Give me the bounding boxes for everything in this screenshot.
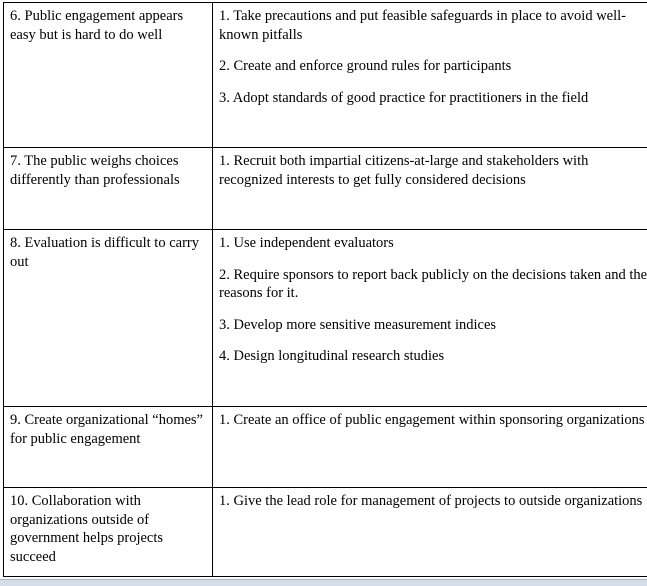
actions-cell: [213, 148, 647, 230]
problem-cell: [4, 3, 213, 148]
action-text: 1. Recruit both impartial citizens-at-large and stakeholders with recognized interests to get fully considered decisions: [219, 152, 647, 189]
table-row: [4, 3, 647, 148]
recommendations-table: [3, 2, 647, 577]
actions-cell: [213, 230, 647, 407]
problem-text: 10. Collaboration with organizations outside of government helps projects succeed: [10, 492, 206, 566]
actions-cell: [213, 3, 647, 148]
action-text: 4. Design longitudinal research studies: [219, 347, 647, 366]
action-text: 1. Use independent evaluators: [219, 234, 647, 253]
action-text: 3. Adopt standards of good practice for practitioners in the field: [219, 89, 647, 108]
actions-cell: [213, 488, 647, 577]
table-row: [4, 148, 647, 230]
action-text: 2. Require sponsors to report back publicly on the decisions taken and the reasons for it.: [219, 266, 647, 303]
problem-cell: [4, 230, 213, 407]
action-text: 1. Give the lead role for management of projects to outside organizations: [219, 492, 647, 511]
problem-text: 9. Create organizational “homes” for public engagement: [10, 411, 206, 448]
problem-cell: [4, 488, 213, 577]
problem-cell: [4, 148, 213, 230]
action-text: 1. Create an office of public engagement within sponsoring organizations: [219, 411, 647, 430]
action-text: 3. Develop more sensitive measurement indices: [219, 316, 647, 335]
actions-cell: [213, 407, 647, 488]
problem-cell: [4, 407, 213, 488]
action-text: 1. Take precautions and put feasible safeguards in place to avoid well-known pitfalls: [219, 7, 647, 44]
problem-text: 7. The public weighs choices differently than professionals: [10, 152, 206, 189]
problem-text: 8. Evaluation is difficult to carry out: [10, 234, 206, 271]
table-row: [4, 407, 647, 488]
action-text: 2. Create and enforce ground rules for participants: [219, 57, 647, 76]
table-row: [4, 230, 647, 407]
problem-text: 6. Public engagement appears easy but is hard to do well: [10, 7, 206, 44]
table-row: [4, 488, 647, 577]
